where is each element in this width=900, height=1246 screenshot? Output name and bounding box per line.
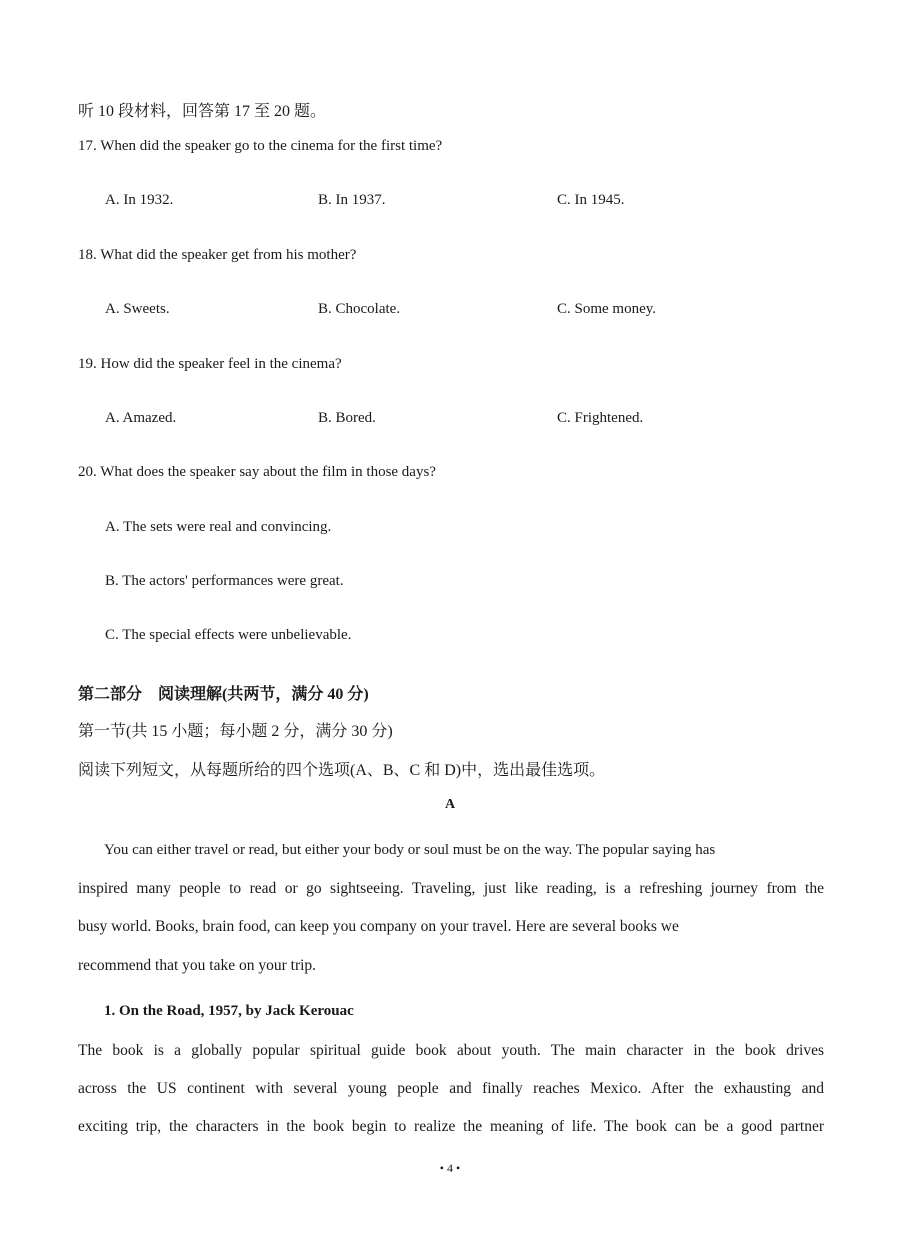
- passage-intro-line-2: inspired many people to read or go sightseeing. Traveling, just like reading, is a refreshing journey from the: [78, 880, 824, 897]
- question-18-option-a: A. Sweets.: [105, 301, 170, 317]
- question-19-option-b: B. Bored.: [318, 410, 376, 426]
- question-17-option-a: A. In 1932.: [105, 192, 174, 208]
- question-17-option-c: C. In 1945.: [557, 192, 625, 208]
- question-19-option-a: A. Amazed.: [105, 410, 177, 426]
- question-20-option-a: A. The sets were real and convincing.: [105, 519, 332, 535]
- question-18: 18. What did the speaker get from his mother?: [78, 247, 357, 263]
- question-17-option-b: B. In 1937.: [318, 192, 386, 208]
- part-two-title: 第二部分 阅读理解(共两节，满分 40 分): [78, 686, 369, 703]
- passage-intro-line-4: recommend that you take on your trip.: [78, 957, 317, 974]
- question-19-option-c: C. Frightened.: [557, 410, 644, 426]
- section-one-title: 第一节(共 15 小题；每小题 2 分，满分 30 分): [78, 723, 393, 740]
- question-20: 20. What does the speaker say about the film in those days?: [78, 464, 436, 480]
- reading-instruction: 阅读下列短文，从每题所给的四个选项(A、B、C 和 D)中，选出最佳选项。: [78, 762, 606, 779]
- question-20-option-b: B. The actors' performances were great.: [105, 573, 344, 589]
- book-1-line-1: The book is a globally popular spiritual guide book about youth. The main character in the book drives: [78, 1042, 824, 1059]
- passage-label: A: [444, 797, 456, 812]
- question-19: 19. How did the speaker feel in the cinema?: [78, 356, 342, 372]
- question-18-option-b: B. Chocolate.: [318, 301, 401, 317]
- book-1-line-2: across the US continent with several young people and finally reaches Mexico. After the exhausting and: [78, 1080, 824, 1097]
- question-20-option-c: C. The special effects were unbelievable.: [105, 627, 352, 643]
- book-1-line-3: exciting trip, the characters in the book begin to realize the meaning of life. The book can be a good partner: [78, 1118, 824, 1135]
- listening-intro: 听 10 段材料，回答第 17 至 20 题。: [78, 103, 327, 120]
- passage-intro-line-3: busy world. Books, brain food, can keep you company on your travel. Here are several books we: [78, 918, 679, 935]
- question-17: 17. When did the speaker go to the cinema for the first time?: [78, 138, 443, 154]
- book-1-title: 1. On the Road, 1957, by Jack Kerouac: [104, 1003, 354, 1019]
- question-18-option-c: C. Some money.: [557, 301, 657, 317]
- page-number: • 4 •: [439, 1161, 461, 1175]
- passage-intro-line-1: You can either travel or read, but either your body or soul must be on the way. The popular saying has: [104, 842, 716, 858]
